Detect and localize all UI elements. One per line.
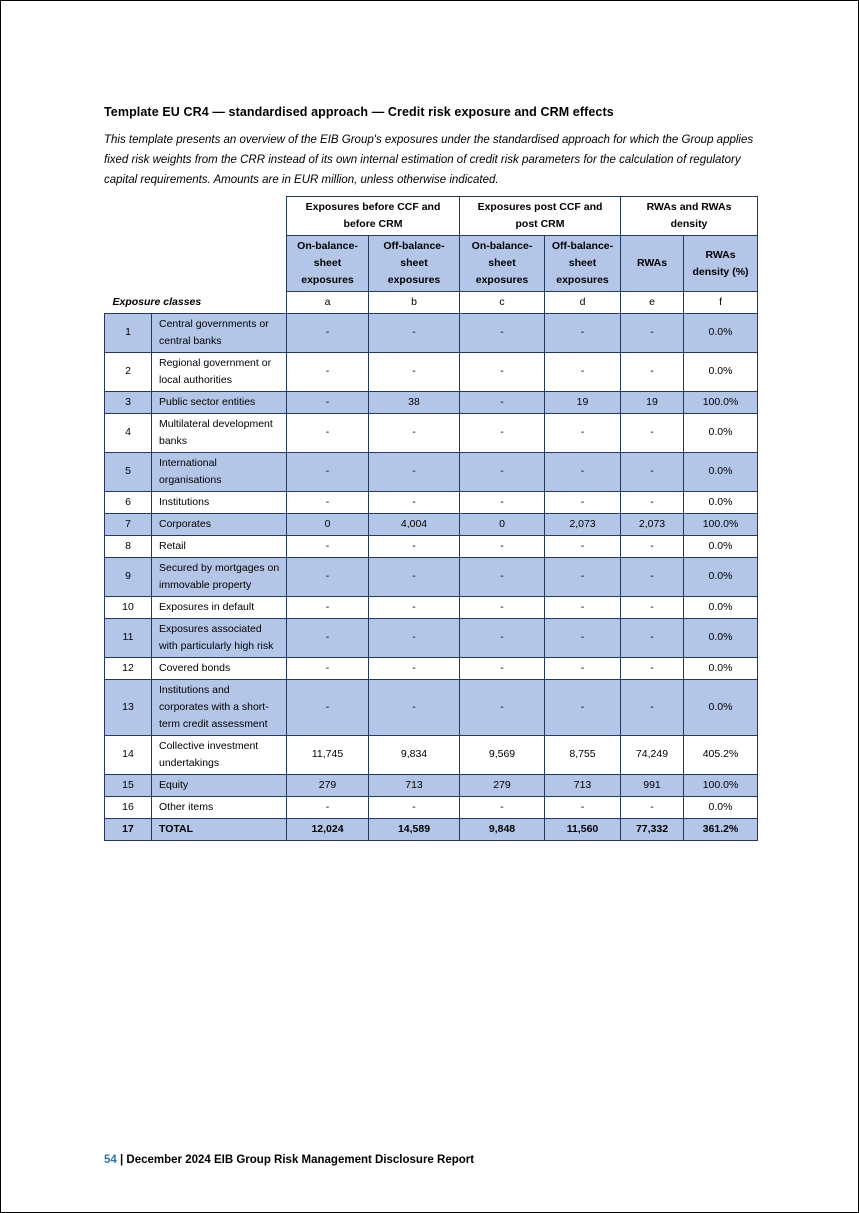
subheader-on-balance-before: On-balance-sheet exposures — [287, 236, 369, 292]
value-cell: - — [369, 491, 460, 513]
value-cell: 713 — [369, 774, 460, 796]
value-cell: - — [460, 535, 545, 557]
row-number: 1 — [105, 313, 152, 352]
value-cell: 0.0% — [684, 796, 758, 818]
value-cell: - — [460, 796, 545, 818]
value-cell: 100.0% — [684, 513, 758, 535]
footer-separator: | — [116, 1154, 127, 1166]
value-cell: 2,073 — [545, 513, 621, 535]
value-cell: 0.0% — [684, 413, 758, 452]
value-cell: 361.2% — [684, 818, 758, 840]
value-cell: - — [460, 618, 545, 657]
table-row — [105, 452, 758, 491]
value-cell: - — [460, 557, 545, 596]
group-header-before-ccf: Exposures before CCF and before CRM — [287, 197, 460, 236]
table-row — [105, 657, 758, 679]
row-label: Central governments or central banks — [152, 313, 287, 352]
value-cell: 14,589 — [369, 818, 460, 840]
value-cell: - — [460, 657, 545, 679]
value-cell: - — [460, 313, 545, 352]
value-cell: - — [369, 313, 460, 352]
value-cell: 9,834 — [369, 735, 460, 774]
table-row — [105, 491, 758, 513]
value-cell: - — [545, 352, 621, 391]
group-header-post-ccf: Exposures post CCF and post CRM — [460, 197, 621, 236]
table-row — [105, 413, 758, 452]
value-cell: - — [369, 618, 460, 657]
row-label: Retail — [152, 535, 287, 557]
value-cell: - — [369, 679, 460, 735]
table-row — [105, 796, 758, 818]
value-cell: - — [545, 796, 621, 818]
value-cell: 74,249 — [621, 735, 684, 774]
page-number: 54 — [104, 1154, 117, 1166]
value-cell: - — [287, 452, 369, 491]
value-cell: 0.0% — [684, 618, 758, 657]
table-row — [105, 557, 758, 596]
value-cell: 11,745 — [287, 735, 369, 774]
template-title: Template EU CR4 — standardised approach — Credit risk exposure and CRM effects — [104, 105, 614, 119]
value-cell: - — [287, 391, 369, 413]
value-cell: 19 — [545, 391, 621, 413]
value-cell: - — [369, 535, 460, 557]
value-cell: - — [545, 596, 621, 618]
subheader-row — [105, 236, 758, 292]
value-cell: 0.0% — [684, 313, 758, 352]
value-cell: - — [287, 796, 369, 818]
value-cell: - — [545, 657, 621, 679]
row-label: Other items — [152, 796, 287, 818]
value-cell: - — [545, 618, 621, 657]
row-number: 10 — [105, 596, 152, 618]
table-row — [105, 735, 758, 774]
footer-title: December 2024 EIB Group Risk Management Disclosure Report — [126, 1154, 475, 1166]
table-row — [105, 391, 758, 413]
value-cell: - — [460, 679, 545, 735]
value-cell: - — [460, 596, 545, 618]
value-cell: 12,024 — [287, 818, 369, 840]
subheader-on-balance-post: On-balance-sheet exposures — [460, 236, 545, 292]
cr4-table — [104, 196, 758, 841]
value-cell: - — [287, 413, 369, 452]
table-row — [105, 535, 758, 557]
value-cell: - — [369, 452, 460, 491]
value-cell: - — [287, 618, 369, 657]
value-cell: 9,848 — [460, 818, 545, 840]
value-cell: - — [545, 452, 621, 491]
subheader-rwas: RWAs — [621, 236, 684, 292]
page-footer — [104, 1154, 474, 1166]
column-letter: b — [369, 292, 460, 314]
value-cell: - — [287, 679, 369, 735]
column-letter: a — [287, 292, 369, 314]
row-label: TOTAL — [152, 818, 287, 840]
row-number: 15 — [105, 774, 152, 796]
value-cell: - — [621, 618, 684, 657]
value-cell: - — [621, 557, 684, 596]
value-cell: 0.0% — [684, 557, 758, 596]
row-label: International organisations — [152, 452, 287, 491]
row-number: 7 — [105, 513, 152, 535]
value-cell: - — [545, 679, 621, 735]
table-row — [105, 513, 758, 535]
row-label: Corporates — [152, 513, 287, 535]
subheader-rwas-density: RWAs density (%) — [684, 236, 758, 292]
value-cell: - — [287, 596, 369, 618]
row-label: Institutions and corporates with a short-term credit assessment — [152, 679, 287, 735]
value-cell: 0.0% — [684, 596, 758, 618]
value-cell: - — [460, 452, 545, 491]
group-header-row — [105, 197, 758, 236]
row-label: Secured by mortgages on immovable property — [152, 557, 287, 596]
value-cell: - — [287, 657, 369, 679]
value-cell: 4,004 — [369, 513, 460, 535]
column-letter: d — [545, 292, 621, 314]
row-number: 5 — [105, 452, 152, 491]
row-number: 16 — [105, 796, 152, 818]
value-cell: - — [460, 413, 545, 452]
value-cell: 0.0% — [684, 535, 758, 557]
value-cell: - — [460, 391, 545, 413]
value-cell: 279 — [460, 774, 545, 796]
row-number: 4 — [105, 413, 152, 452]
value-cell: 405.2% — [684, 735, 758, 774]
table-row — [105, 596, 758, 618]
value-cell: - — [287, 557, 369, 596]
table-row — [105, 618, 758, 657]
value-cell: - — [369, 352, 460, 391]
value-cell: - — [621, 491, 684, 513]
column-letter: f — [684, 292, 758, 314]
value-cell: 2,073 — [621, 513, 684, 535]
value-cell: - — [369, 596, 460, 618]
value-cell: - — [287, 491, 369, 513]
row-number: 6 — [105, 491, 152, 513]
row-label: Multilateral development banks — [152, 413, 287, 452]
value-cell: - — [460, 352, 545, 391]
value-cell: 713 — [545, 774, 621, 796]
row-number: 13 — [105, 679, 152, 735]
value-cell: 100.0% — [684, 391, 758, 413]
value-cell: - — [545, 491, 621, 513]
value-cell: - — [621, 313, 684, 352]
table-row — [105, 774, 758, 796]
value-cell: - — [621, 596, 684, 618]
value-cell: 0 — [287, 513, 369, 535]
value-cell: 0.0% — [684, 452, 758, 491]
row-label: Equity — [152, 774, 287, 796]
value-cell: - — [460, 491, 545, 513]
row-label: Exposures associated with particularly high risk — [152, 618, 287, 657]
column-letter: c — [460, 292, 545, 314]
value-cell: 0.0% — [684, 657, 758, 679]
value-cell: - — [369, 657, 460, 679]
row-number: 8 — [105, 535, 152, 557]
value-cell: 0.0% — [684, 352, 758, 391]
row-label: Institutions — [152, 491, 287, 513]
value-cell: - — [621, 679, 684, 735]
intro-paragraph: This template presents an overview of the EIB Group's exposures under the standardised approach for which the Group applies fixed risk weights from the CRR instead of its own internal estimation of credit risk parameters for the calculation of regulatory capital requirements. Amounts are in EUR million, unless otherwise indicated. — [104, 134, 754, 186]
value-cell: 8,755 — [545, 735, 621, 774]
value-cell: - — [545, 557, 621, 596]
row-number: 12 — [105, 657, 152, 679]
row-label: Covered bonds — [152, 657, 287, 679]
row-label: Exposures in default — [152, 596, 287, 618]
subheader-off-balance-before: Off-balance-sheet exposures — [369, 236, 460, 292]
value-cell: - — [287, 535, 369, 557]
row-number: 2 — [105, 352, 152, 391]
letter-row — [105, 292, 758, 314]
value-cell: - — [545, 313, 621, 352]
value-cell: - — [369, 413, 460, 452]
subheader-off-balance-post: Off-balance-sheet exposures — [545, 236, 621, 292]
row-number: 14 — [105, 735, 152, 774]
table-row — [105, 313, 758, 352]
value-cell: 279 — [287, 774, 369, 796]
row-number: 11 — [105, 618, 152, 657]
value-cell: 0 — [460, 513, 545, 535]
value-cell: - — [621, 535, 684, 557]
value-cell: 11,560 — [545, 818, 621, 840]
value-cell: - — [545, 535, 621, 557]
table-row — [105, 818, 758, 840]
value-cell: - — [545, 413, 621, 452]
value-cell: - — [369, 557, 460, 596]
value-cell: 0.0% — [684, 491, 758, 513]
value-cell: 9,569 — [460, 735, 545, 774]
value-cell: - — [621, 352, 684, 391]
column-letter: e — [621, 292, 684, 314]
value-cell: 77,332 — [621, 818, 684, 840]
row-number: 3 — [105, 391, 152, 413]
value-cell: 0.0% — [684, 679, 758, 735]
group-header-rwas: RWAs and RWAs density — [621, 197, 758, 236]
table-row — [105, 679, 758, 735]
value-cell: 991 — [621, 774, 684, 796]
row-number: 17 — [105, 818, 152, 840]
table-row — [105, 352, 758, 391]
value-cell: - — [287, 313, 369, 352]
value-cell: - — [621, 413, 684, 452]
row-label: Collective investment undertakings — [152, 735, 287, 774]
value-cell: - — [621, 657, 684, 679]
value-cell: - — [369, 796, 460, 818]
value-cell: - — [621, 452, 684, 491]
value-cell: 38 — [369, 391, 460, 413]
row-number: 9 — [105, 557, 152, 596]
row-label: Regional government or local authorities — [152, 352, 287, 391]
value-cell: 19 — [621, 391, 684, 413]
value-cell: 100.0% — [684, 774, 758, 796]
value-cell: - — [287, 352, 369, 391]
row-label: Public sector entities — [152, 391, 287, 413]
value-cell: - — [621, 796, 684, 818]
exposure-classes-label: Exposure classes — [105, 292, 287, 314]
